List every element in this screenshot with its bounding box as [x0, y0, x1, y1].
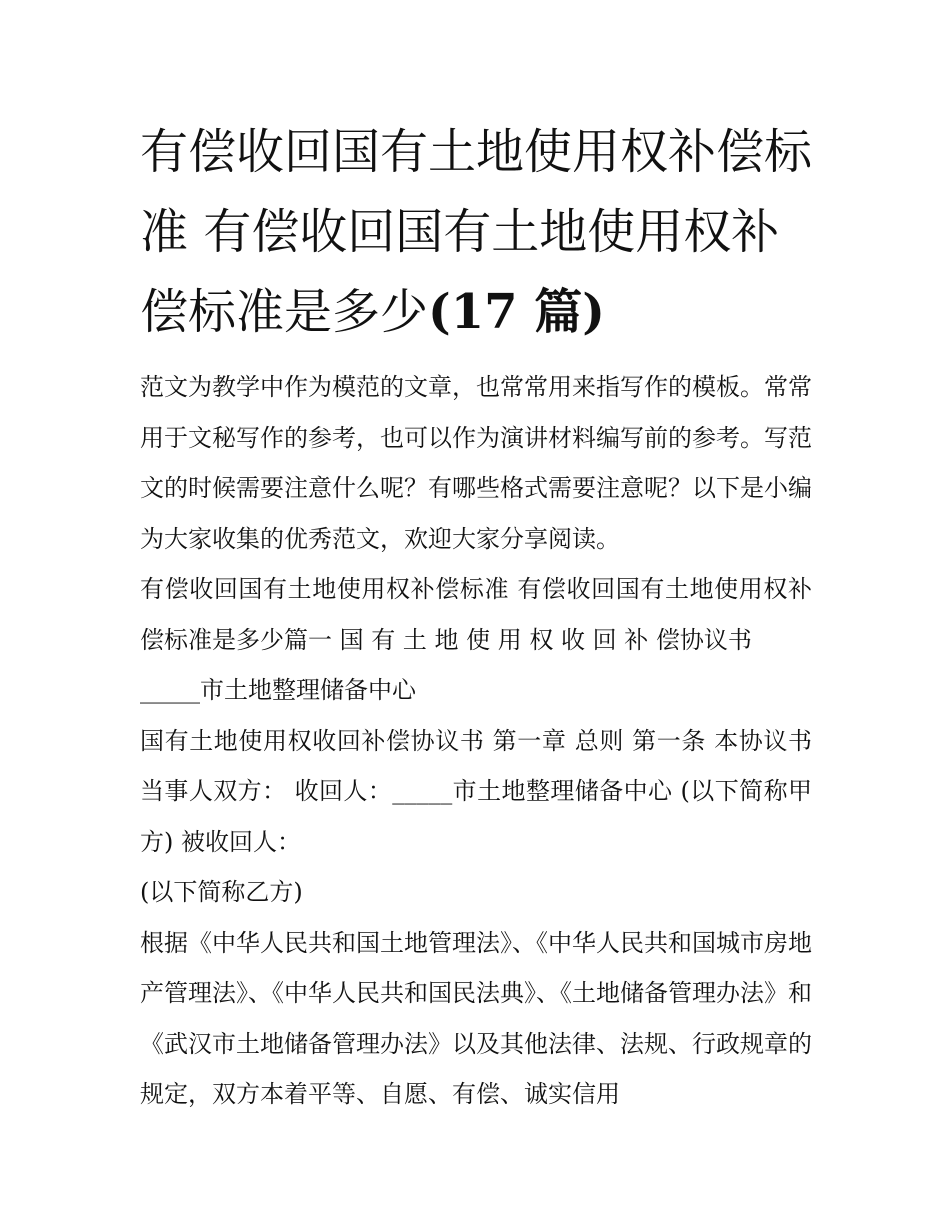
article-heading-paragraph: 有偿收回国有土地使用权补偿标准 有偿收回国有土地使用权补偿标准是多少篇一 国 有 土 地 使 用 权 收 回 补 偿协议书: [140, 575, 812, 654]
organization-line: _____市土地整理储备中心: [140, 676, 416, 704]
title-count: (17 篇): [428, 284, 605, 340]
title-main: 有偿收回国有土地使用权补偿标准 有偿收回国有土地使用权补偿标准是多少: [140, 124, 813, 340]
document-page: [140, 112, 812, 1120]
agreement-parties-paragraph: 国有土地使用权收回补偿协议书 第一章 总则 第一条 本协议书当事人双方： 收回人：_____市土地整理储备中心 (以下简称甲方) 被收回人：: [140, 726, 812, 856]
intro-paragraph: 范文为教学中作为模范的文章，也常常用来指写作的模板。常常用于文秘写作的参考，也可以作为演讲材料编写前的参考。写范文的时候需要注意什么呢？有哪些格式需要注意呢？以下是小编为大家收集的优秀范文，欢迎大家分享阅读。: [140, 373, 812, 553]
legal-basis-paragraph: 根据《中华人民共和国土地管理法》、《中华人民共和国城市房地产管理法》、《中华人民共和国民法典》、《土地储备管理办法》和《武汉市土地储备管理办法》以及其他法律、法规、行政规章的规定，双方本着平等、自愿、有偿、诚实信用: [140, 928, 812, 1108]
document-title: [140, 112, 812, 352]
party-b-line: (以下简称乙方): [140, 878, 303, 906]
